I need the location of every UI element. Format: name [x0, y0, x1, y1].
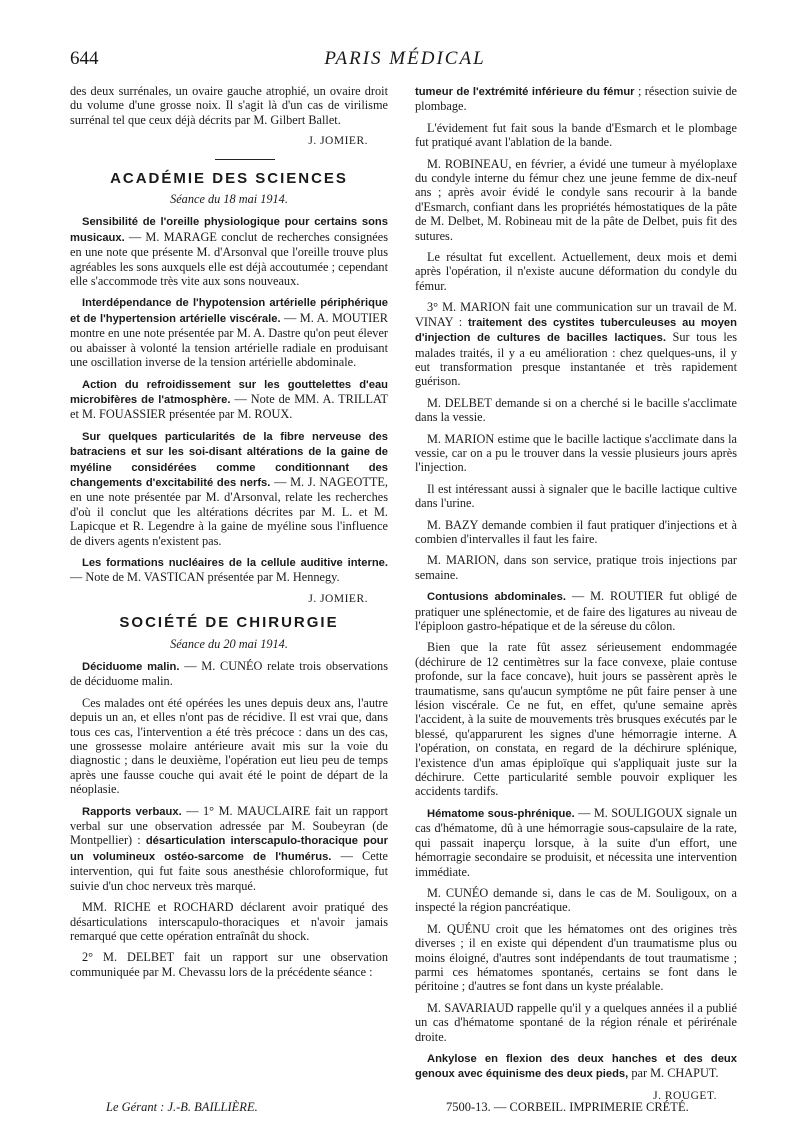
journal-page	[70, 0, 740, 1146]
entry: Action du refroidissement sur les gouttelettes d'eau microbifères de l'atmosphère. — Note de MM. A. TRILLAT et M. FOUASSIER présentée par M. ROUX.	[70, 378, 389, 422]
paragraph: MM. RICHE et ROCHARD déclarent avoir pratiqué des désarticulations interscapulo-thoraciques et n'avoir jamais remarqué que cette opération entraînât du shock.	[70, 900, 388, 943]
page-header	[70, 48, 740, 72]
divider	[215, 159, 275, 160]
entry: Déciduome malin. — M. CUNÉO relate trois observations de déciduome malin.	[70, 659, 388, 689]
session-date: Séance du 20 mai 1914.	[170, 636, 288, 651]
paragraph: L'évidement fut fait sous la bande d'Esmarch et le plombage fut pratiqué avant l'ablation de la bande.	[415, 120, 737, 150]
paragraph: M. MARION estime que le bacille lactique s'acclimate dans la vessie, car on a pu le trouver dans la vessie plusieurs jours après l'injection.	[415, 431, 737, 475]
right-column	[415, 84, 737, 1113]
paragraph: M. QUÉNU croit que les hématomes ont des origines très diverses ; il en existe qui dépendent d'un traumatisme plus ou moins éloigné, d'autres sont indépendants de tout traumatisme ; parmi ces hématomes spontanés, certains se font dans le péritoine ; d'autres se font dans un kyste préalable.	[415, 921, 737, 994]
entry: tumeur de l'extrémité inférieure du fémur ; résection suivie de plombage.	[415, 84, 738, 114]
paragraph: M. ROBINEAU, en février, a évidé une tumeur à myéloplaxe du condyle interne du fémur chez une jeune femme de dix-neuf ans ; après avoir évidé le condyle sans recourir à la bande d'Esmarch, confiant dans les propriétés hémostatiques de la pâte de M. Delbet, M. Robineau mit de la pâte de Delbet, puis fit des sutures.	[415, 156, 737, 243]
entry: 3° M. MARION fait une communication sur un travail de M. VINAY : traitement des cystites tuberculeuses au moyen d'injection de cultures de bacilles lactiques. Sur tous les malades traités, il y a eu amélioration : chez quelques-uns, il y eut transformation presque instantanée et très rapidement guérison.	[415, 300, 737, 389]
signature: J. JOMIER.	[308, 592, 368, 605]
page-number: 644	[70, 48, 99, 69]
paragraph: Le résultat fut excellent. Actuellement, deux mois et demi après l'opération, il n'existe aucune déformation du condyle du fémur.	[415, 250, 737, 293]
printer-imprint: 7500-13. — CORBEIL. IMPRIMERIE CRÉTÉ.	[446, 1100, 689, 1114]
section-title: SOCIÉTÉ DE CHIRURGIE	[119, 614, 339, 632]
entry: Ankylose en flexion des deux hanches et des deux genoux avec équinisme des deux pieds, par M. CHAPUT.	[415, 1052, 737, 1081]
entry: Sur quelques particularités de la fibre nerveuse des batraciens et sur les soi-disant altérations de la gaine de myéline considérées comme conditionnant des changements d'excitabilité des nerfs. — M. J. NAGEOTTE, en une note présentée par M. d'Arsonval, relate les recherches d'où il conclut que les altérations décrites par M. L. et M. Lapicque et R. Legendre à la gaine de myéline sous l'influence de divers agents n'existent pas.	[70, 430, 388, 548]
publisher-manager: Le Gérant : J.-B. BAILLIÈRE.	[106, 1100, 258, 1114]
running-title: PARIS MÉDICAL	[324, 48, 486, 69]
signature: J. ROUGET.	[653, 1089, 717, 1102]
entry: Les formations nucléaires de la cellule auditive interne. — Note de M. VASTICAN présentée par M. Hennegy.	[70, 556, 388, 585]
paragraph: M. CUNÉO demande si, dans le cas de M. Souligoux, on a inspecté la région pancréatique.	[415, 885, 737, 915]
paragraph: Ces malades ont été opérées les unes depuis deux ans, l'autre depuis un an, et elles n'ont pas de récidive. Il est vrai que, dans tous ces cas, l'intervention a été très précoce : dans un des cas, une grossesse molaire antérieure avait mis sur la voie du diagnostic ; dans le deuxième, l'opération eut lieu peu de temps après une fausse couche qui avait été le point de départ de la néoplasie.	[70, 695, 388, 797]
left-column	[70, 84, 388, 986]
entry: Contusions abdominales. — M. ROUTIER fut obligé de pratiquer une splénectomie, et de faire des ligatures au niveau de l'épiploon gastro-hépatique et de la séreuse du côlon.	[415, 589, 737, 633]
signature: J. JOMIER.	[308, 135, 368, 148]
entry: Interdépendance de l'hypotension artérielle périphérique et de l'hypertension artérielle viscérale. — M. A. MOUTIER montre en une note présentée par M. A. Dastre qu'on peut élever ou abaisser à volonté la tension artérielle radiale en produisant une oscillation inverse de la tension artérielle abdominale.	[70, 297, 388, 370]
paragraph: Bien que la rate fût assez sérieusement endommagée (déchirure de 12 centimètres sur la face convexe, plaie contuse profonde, sur la face concave), huit jours se passèrent après le traumatisme, sans qu'aucun symptôme ne pût faire penser à une lésion viscérale. Ce ne fut, en effet, qu'une semaine après l'accident, à la suite de mouvements très brusques exécutés par le blessé, qu'apparurent les signes d'une hémorragie interne. A l'opération, on constata, en regard de la déchirure splénique, l'existence d'un amas épiploïque qui s'appliquait juste sur la déchirure. Cette particularité semble pouvoir expliquer les accidents tardifs.	[415, 640, 737, 799]
entry: Sensibilité de l'oreille physiologique pour certains sons musicaux. — M. MARAGE conclut de recherches consignées en une note que présente M. d'Arsonval que l'oreille trouve plus agréables les sons auxquels elle est déjà accoutumée ; cependant elle s'accommode très vite aux sons nouveaux.	[70, 216, 388, 289]
paragraph: 2° M. DELBET fait un rapport sur une observation communiquée par M. Chevassu lors de la précédente séance :	[70, 950, 388, 979]
session-date: Séance du 18 mai 1914.	[170, 192, 288, 207]
entry: Hématome sous-phrénique. — M. SOULIGOUX signale un cas d'hématome, dû à une hémorragie sous-capsulaire de la rate, qui passait inaperçu lorsque, à la suite d'un effort, une hémorragie secondaire se produisit, et nécessita une intervention immédiate.	[415, 805, 737, 879]
entry: Rapports verbaux. — 1° M. MAUCLAIRE fait un rapport verbal sur une observation adressée par M. Soubeyran (de Montpellier) : désarticulation interscapulo-thoracique pour un volumineux ostéo-sarcome de l'humérus. — Cette intervention, qui fut faite sous anesthésie chloroformique, fut suivie d'un choc nerveux très marqué.	[70, 803, 388, 893]
paragraph: des deux surrénales, un ovaire gauche atrophié, un ovaire droit du volume d'une grosse noix. Il s'agit là d'un cas de virilisme surrénal tel que ceux déjà décrits par M. Gilbert Ballet.	[70, 84, 388, 127]
paragraph: Il est intéressant aussi à signaler que le bacille lactique cultive dans l'urine.	[415, 481, 737, 511]
paragraph: M. BAZY demande combien il faut pratiquer d'injections et à combien d'intervalles il faut les faire.	[415, 517, 737, 546]
paragraph: M. MARION, dans son service, pratique trois injections par semaine.	[415, 553, 737, 582]
paragraph: M. SAVARIAUD rappelle qu'il y a quelques années il a publié un cas d'hématome spontané de la région rénale et périrénale droite.	[415, 1000, 737, 1044]
paragraph: M. DELBET demande si on a cherché si le bacille s'acclimate dans la vessie.	[415, 395, 737, 425]
section-title: ACADÉMIE DES SCIENCES	[110, 169, 348, 187]
